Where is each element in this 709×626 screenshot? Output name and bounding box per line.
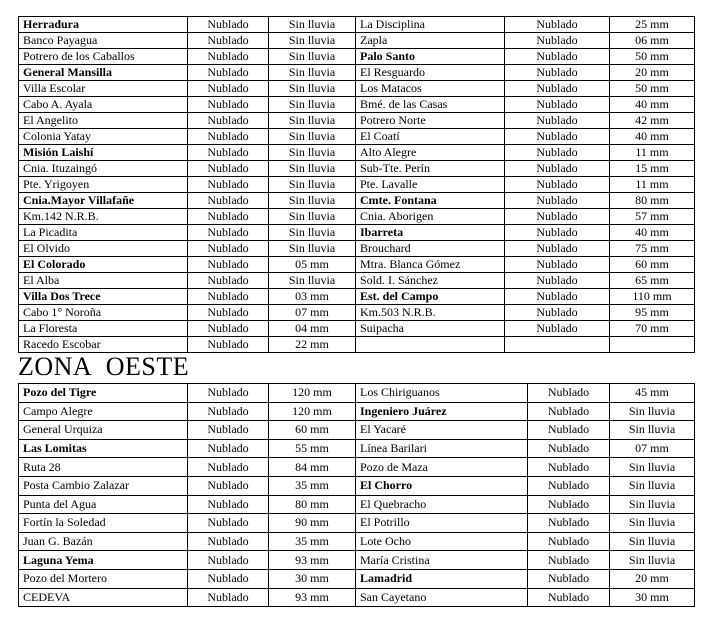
sky-condition-cell: Nublado: [188, 33, 269, 49]
station-name-cell: Juan G. Bazán: [19, 532, 188, 551]
station-name-cell: Fortín la Soledad: [19, 514, 188, 533]
rainfall-cell: 84 mm: [269, 458, 356, 477]
sky-condition-cell: Nublado: [188, 588, 269, 607]
sky-condition-cell: Nublado: [188, 402, 269, 421]
station-name-cell: María Cristina: [356, 551, 528, 570]
rainfall-cell: 40 mm: [610, 129, 695, 145]
station-name-cell: Zapla: [356, 33, 505, 49]
rainfall-cell: 57 mm: [610, 209, 695, 225]
rainfall-cell: Sin lluvia: [610, 551, 695, 570]
rainfall-cell: 65 mm: [610, 273, 695, 289]
station-name-cell: Campo Alegre: [19, 402, 188, 421]
sky-condition-cell: Nublado: [505, 225, 610, 241]
table-row: [19, 177, 695, 193]
rainfall-cell: Sin lluvia: [269, 177, 356, 193]
rainfall-cell: 04 mm: [269, 321, 356, 337]
sky-condition-cell: Nublado: [528, 384, 610, 403]
rainfall-cell: 120 mm: [269, 384, 356, 403]
sky-condition-cell: Nublado: [188, 65, 269, 81]
rainfall-cell: 40 mm: [610, 97, 695, 113]
rainfall-cell: Sin lluvia: [269, 65, 356, 81]
rainfall-cell: 35 mm: [269, 476, 356, 495]
sky-condition-cell: Nublado: [188, 532, 269, 551]
sky-condition-cell: Nublado: [528, 532, 610, 551]
station-name-cell: La Disciplina: [356, 17, 505, 33]
rainfall-cell: Sin lluvia: [269, 97, 356, 113]
table-row: [19, 257, 695, 273]
sky-condition-cell: Nublado: [188, 161, 269, 177]
sky-condition-cell: Nublado: [188, 209, 269, 225]
station-name-cell: Lote Ocho: [356, 532, 528, 551]
sky-condition-cell: Nublado: [188, 384, 269, 403]
table-row: [19, 81, 695, 97]
table-row: [19, 337, 695, 353]
sky-condition-cell: Nublado: [505, 193, 610, 209]
weather-table-2: [18, 383, 695, 607]
rainfall-cell: Sin lluvia: [610, 495, 695, 514]
rainfall-cell: 55 mm: [269, 439, 356, 458]
sky-condition-cell: Nublado: [188, 97, 269, 113]
sky-condition-cell: Nublado: [188, 177, 269, 193]
sky-condition-cell: Nublado: [528, 421, 610, 440]
rainfall-cell: Sin lluvia: [269, 145, 356, 161]
station-name-cell: CEDEVA: [19, 588, 188, 607]
sky-condition-cell: Nublado: [528, 476, 610, 495]
rainfall-cell: Sin lluvia: [269, 81, 356, 97]
rainfall-cell: 20 mm: [610, 65, 695, 81]
sky-condition-cell: Nublado: [188, 439, 269, 458]
rainfall-cell: Sin lluvia: [269, 33, 356, 49]
station-name-cell: Colonia Yatay: [19, 129, 188, 145]
table-row: [19, 588, 695, 607]
table-row: [19, 241, 695, 257]
rainfall-cell: 93 mm: [269, 588, 356, 607]
station-name-cell: El Resguardo: [356, 65, 505, 81]
table-row: [19, 305, 695, 321]
rainfall-cell: Sin lluvia: [610, 476, 695, 495]
rainfall-cell: 120 mm: [269, 402, 356, 421]
sky-condition-cell: Nublado: [505, 321, 610, 337]
rainfall-cell: [610, 337, 695, 353]
station-name-cell: Km.503 N.R.B.: [356, 305, 505, 321]
table-row: [19, 439, 695, 458]
sky-condition-cell: Nublado: [188, 17, 269, 33]
weather-table-2-body: [19, 384, 695, 607]
table-row: [19, 225, 695, 241]
sky-condition-cell: Nublado: [188, 145, 269, 161]
sky-condition-cell: Nublado: [505, 257, 610, 273]
station-name-cell: Cmte. Fontana: [356, 193, 505, 209]
rainfall-cell: Sin lluvia: [610, 402, 695, 421]
sky-condition-cell: Nublado: [505, 113, 610, 129]
rainfall-cell: 20 mm: [610, 569, 695, 588]
station-name-cell: Los Matacos: [356, 81, 505, 97]
station-name-cell: San Cayetano: [356, 588, 528, 607]
station-name-cell: Cabo 1° Noroña: [19, 305, 188, 321]
sky-condition-cell: Nublado: [188, 273, 269, 289]
rainfall-cell: 90 mm: [269, 514, 356, 533]
sky-condition-cell: Nublado: [528, 569, 610, 588]
weather-table-1: [18, 16, 695, 353]
station-name-cell: General Urquiza: [19, 421, 188, 440]
rainfall-cell: Sin lluvia: [610, 458, 695, 477]
station-name-cell: Los Chiriguanos: [356, 384, 528, 403]
sky-condition-cell: Nublado: [188, 81, 269, 97]
sky-condition-cell: Nublado: [188, 305, 269, 321]
sky-condition-cell: Nublado: [528, 551, 610, 570]
station-name-cell: Potrero de los Caballos: [19, 49, 188, 65]
rainfall-cell: 03 mm: [269, 289, 356, 305]
rainfall-cell: 75 mm: [610, 241, 695, 257]
station-name-cell: General Mansilla: [19, 65, 188, 81]
station-name-cell: Pte. Lavalle: [356, 177, 505, 193]
station-name-cell: El Chorro: [356, 476, 528, 495]
sky-condition-cell: Nublado: [188, 321, 269, 337]
table-row: [19, 476, 695, 495]
rainfall-cell: Sin lluvia: [610, 421, 695, 440]
sky-condition-cell: [505, 337, 610, 353]
station-name-cell: Palo Santo: [356, 49, 505, 65]
rainfall-cell: 07 mm: [610, 439, 695, 458]
rainfall-cell: Sin lluvia: [269, 113, 356, 129]
station-name-cell: Alto Alegre: [356, 145, 505, 161]
sky-condition-cell: Nublado: [505, 65, 610, 81]
station-name-cell: Est. del Campo: [356, 289, 505, 305]
sky-condition-cell: Nublado: [188, 129, 269, 145]
station-name-cell: Racedo Escobar: [19, 337, 188, 353]
zone-title: ZONA OESTE: [18, 352, 190, 381]
sky-condition-cell: Nublado: [188, 458, 269, 477]
station-name-cell: Villa Escolar: [19, 81, 188, 97]
table-row: [19, 17, 695, 33]
rainfall-cell: 60 mm: [269, 421, 356, 440]
sky-condition-cell: Nublado: [505, 81, 610, 97]
rainfall-cell: 05 mm: [269, 257, 356, 273]
rainfall-cell: Sin lluvia: [269, 273, 356, 289]
table-row: [19, 421, 695, 440]
table-row: [19, 321, 695, 337]
station-name-cell: Línea Barilari: [356, 439, 528, 458]
station-name-cell: Pozo del Tigre: [19, 384, 188, 403]
station-name-cell: Las Lomitas: [19, 439, 188, 458]
table-row: [19, 273, 695, 289]
sky-condition-cell: Nublado: [188, 514, 269, 533]
rainfall-cell: Sin lluvia: [269, 209, 356, 225]
table-row: [19, 113, 695, 129]
station-name-cell: [356, 337, 505, 353]
rainfall-cell: Sin lluvia: [269, 193, 356, 209]
rainfall-cell: 95 mm: [610, 305, 695, 321]
sky-condition-cell: Nublado: [188, 241, 269, 257]
table-row: [19, 569, 695, 588]
table-row: [19, 495, 695, 514]
station-name-cell: Pozo de Maza: [356, 458, 528, 477]
rainfall-cell: 30 mm: [610, 588, 695, 607]
sky-condition-cell: Nublado: [505, 305, 610, 321]
station-name-cell: Posta Cambio Zalazar: [19, 476, 188, 495]
sky-condition-cell: Nublado: [528, 439, 610, 458]
table-row: [19, 289, 695, 305]
sky-condition-cell: Nublado: [505, 241, 610, 257]
sky-condition-cell: Nublado: [528, 458, 610, 477]
sky-condition-cell: Nublado: [188, 225, 269, 241]
sky-condition-cell: Nublado: [188, 569, 269, 588]
rainfall-cell: Sin lluvia: [269, 129, 356, 145]
station-name-cell: El Colorado: [19, 257, 188, 273]
station-name-cell: Punta del Agua: [19, 495, 188, 514]
table-row: [19, 65, 695, 81]
station-name-cell: La Floresta: [19, 321, 188, 337]
station-name-cell: Brouchard: [356, 241, 505, 257]
rainfall-cell: 07 mm: [269, 305, 356, 321]
sky-condition-cell: Nublado: [505, 145, 610, 161]
table-row: [19, 193, 695, 209]
table-row: [19, 458, 695, 477]
station-name-cell: Mtra. Blanca Gómez: [356, 257, 505, 273]
station-name-cell: Km.142 N.R.B.: [19, 209, 188, 225]
rainfall-cell: 93 mm: [269, 551, 356, 570]
sky-condition-cell: Nublado: [505, 177, 610, 193]
station-name-cell: Potrero Norte: [356, 113, 505, 129]
sky-condition-cell: Nublado: [188, 337, 269, 353]
station-name-cell: Misión Laishí: [19, 145, 188, 161]
sky-condition-cell: Nublado: [188, 551, 269, 570]
sky-condition-cell: Nublado: [188, 289, 269, 305]
table-row: [19, 514, 695, 533]
sky-condition-cell: Nublado: [188, 113, 269, 129]
station-name-cell: Herradura: [19, 17, 188, 33]
station-name-cell: El Potrillo: [356, 514, 528, 533]
station-name-cell: El Olvido: [19, 241, 188, 257]
rainfall-cell: 11 mm: [610, 145, 695, 161]
sky-condition-cell: Nublado: [505, 17, 610, 33]
sky-condition-cell: Nublado: [505, 273, 610, 289]
rainfall-cell: 25 mm: [610, 17, 695, 33]
station-name-cell: Cnia.Mayor Villafañe: [19, 193, 188, 209]
rainfall-cell: Sin lluvia: [269, 241, 356, 257]
rainfall-cell: Sin lluvia: [610, 532, 695, 551]
station-name-cell: El Angelito: [19, 113, 188, 129]
table-row: [19, 209, 695, 225]
rainfall-cell: 15 mm: [610, 161, 695, 177]
sky-condition-cell: Nublado: [505, 209, 610, 225]
station-name-cell: Ruta 28: [19, 458, 188, 477]
station-name-cell: Lamadrid: [356, 569, 528, 588]
sky-condition-cell: Nublado: [505, 161, 610, 177]
sky-condition-cell: Nublado: [188, 495, 269, 514]
rainfall-cell: 45 mm: [610, 384, 695, 403]
table-row: [19, 384, 695, 403]
station-name-cell: Cnia. Ituzaingó: [19, 161, 188, 177]
table-row: [19, 49, 695, 65]
table-row: [19, 145, 695, 161]
table-row: [19, 97, 695, 113]
station-name-cell: Cnia. Aborigen: [356, 209, 505, 225]
rainfall-cell: Sin lluvia: [269, 49, 356, 65]
rainfall-cell: 60 mm: [610, 257, 695, 273]
sky-condition-cell: Nublado: [505, 289, 610, 305]
rainfall-cell: 06 mm: [610, 33, 695, 49]
station-name-cell: Banco Payagua: [19, 33, 188, 49]
sky-condition-cell: Nublado: [528, 588, 610, 607]
table-row: [19, 551, 695, 570]
station-name-cell: El Quebracho: [356, 495, 528, 514]
sky-condition-cell: Nublado: [188, 257, 269, 273]
sky-condition-cell: Nublado: [188, 476, 269, 495]
sky-condition-cell: Nublado: [188, 193, 269, 209]
sky-condition-cell: Nublado: [505, 129, 610, 145]
sky-condition-cell: Nublado: [188, 421, 269, 440]
station-name-cell: Ibarreta: [356, 225, 505, 241]
rainfall-cell: 11 mm: [610, 177, 695, 193]
rainfall-cell: Sin lluvia: [269, 17, 356, 33]
table-row: [19, 161, 695, 177]
rainfall-cell: Sin lluvia: [269, 225, 356, 241]
sky-condition-cell: Nublado: [528, 514, 610, 533]
rainfall-cell: 42 mm: [610, 113, 695, 129]
station-name-cell: Ingeniero Juárez: [356, 402, 528, 421]
station-name-cell: El Alba: [19, 273, 188, 289]
table-row: [19, 33, 695, 49]
weather-table-1-body: [19, 17, 695, 353]
rainfall-cell: 50 mm: [610, 49, 695, 65]
sky-condition-cell: Nublado: [505, 49, 610, 65]
station-name-cell: Pozo del Mortero: [19, 569, 188, 588]
station-name-cell: Pte. Yrigoyen: [19, 177, 188, 193]
station-name-cell: Sold. I. Sánchez: [356, 273, 505, 289]
sky-condition-cell: Nublado: [188, 49, 269, 65]
table-row: [19, 129, 695, 145]
sky-condition-cell: Nublado: [505, 33, 610, 49]
rainfall-cell: 35 mm: [269, 532, 356, 551]
table-row: [19, 532, 695, 551]
sky-condition-cell: Nublado: [528, 402, 610, 421]
station-name-cell: Sub-Tte. Perín: [356, 161, 505, 177]
station-name-cell: La Picadita: [19, 225, 188, 241]
rainfall-cell: 110 mm: [610, 289, 695, 305]
station-name-cell: Laguna Yema: [19, 551, 188, 570]
rainfall-cell: 70 mm: [610, 321, 695, 337]
table-row: [19, 402, 695, 421]
station-name-cell: Villa Dos Trece: [19, 289, 188, 305]
rainfall-cell: 80 mm: [269, 495, 356, 514]
station-name-cell: El Coatí: [356, 129, 505, 145]
rainfall-cell: 22 mm: [269, 337, 356, 353]
rainfall-cell: 40 mm: [610, 225, 695, 241]
sky-condition-cell: Nublado: [505, 97, 610, 113]
rainfall-cell: 50 mm: [610, 81, 695, 97]
station-name-cell: Cabo A. Ayala: [19, 97, 188, 113]
station-name-cell: El Yacaré: [356, 421, 528, 440]
rainfall-cell: Sin lluvia: [269, 161, 356, 177]
rainfall-cell: 30 mm: [269, 569, 356, 588]
sky-condition-cell: Nublado: [528, 495, 610, 514]
station-name-cell: Bmé. de las Casas: [356, 97, 505, 113]
rainfall-cell: Sin lluvia: [610, 514, 695, 533]
rainfall-cell: 80 mm: [610, 193, 695, 209]
station-name-cell: Suipacha: [356, 321, 505, 337]
